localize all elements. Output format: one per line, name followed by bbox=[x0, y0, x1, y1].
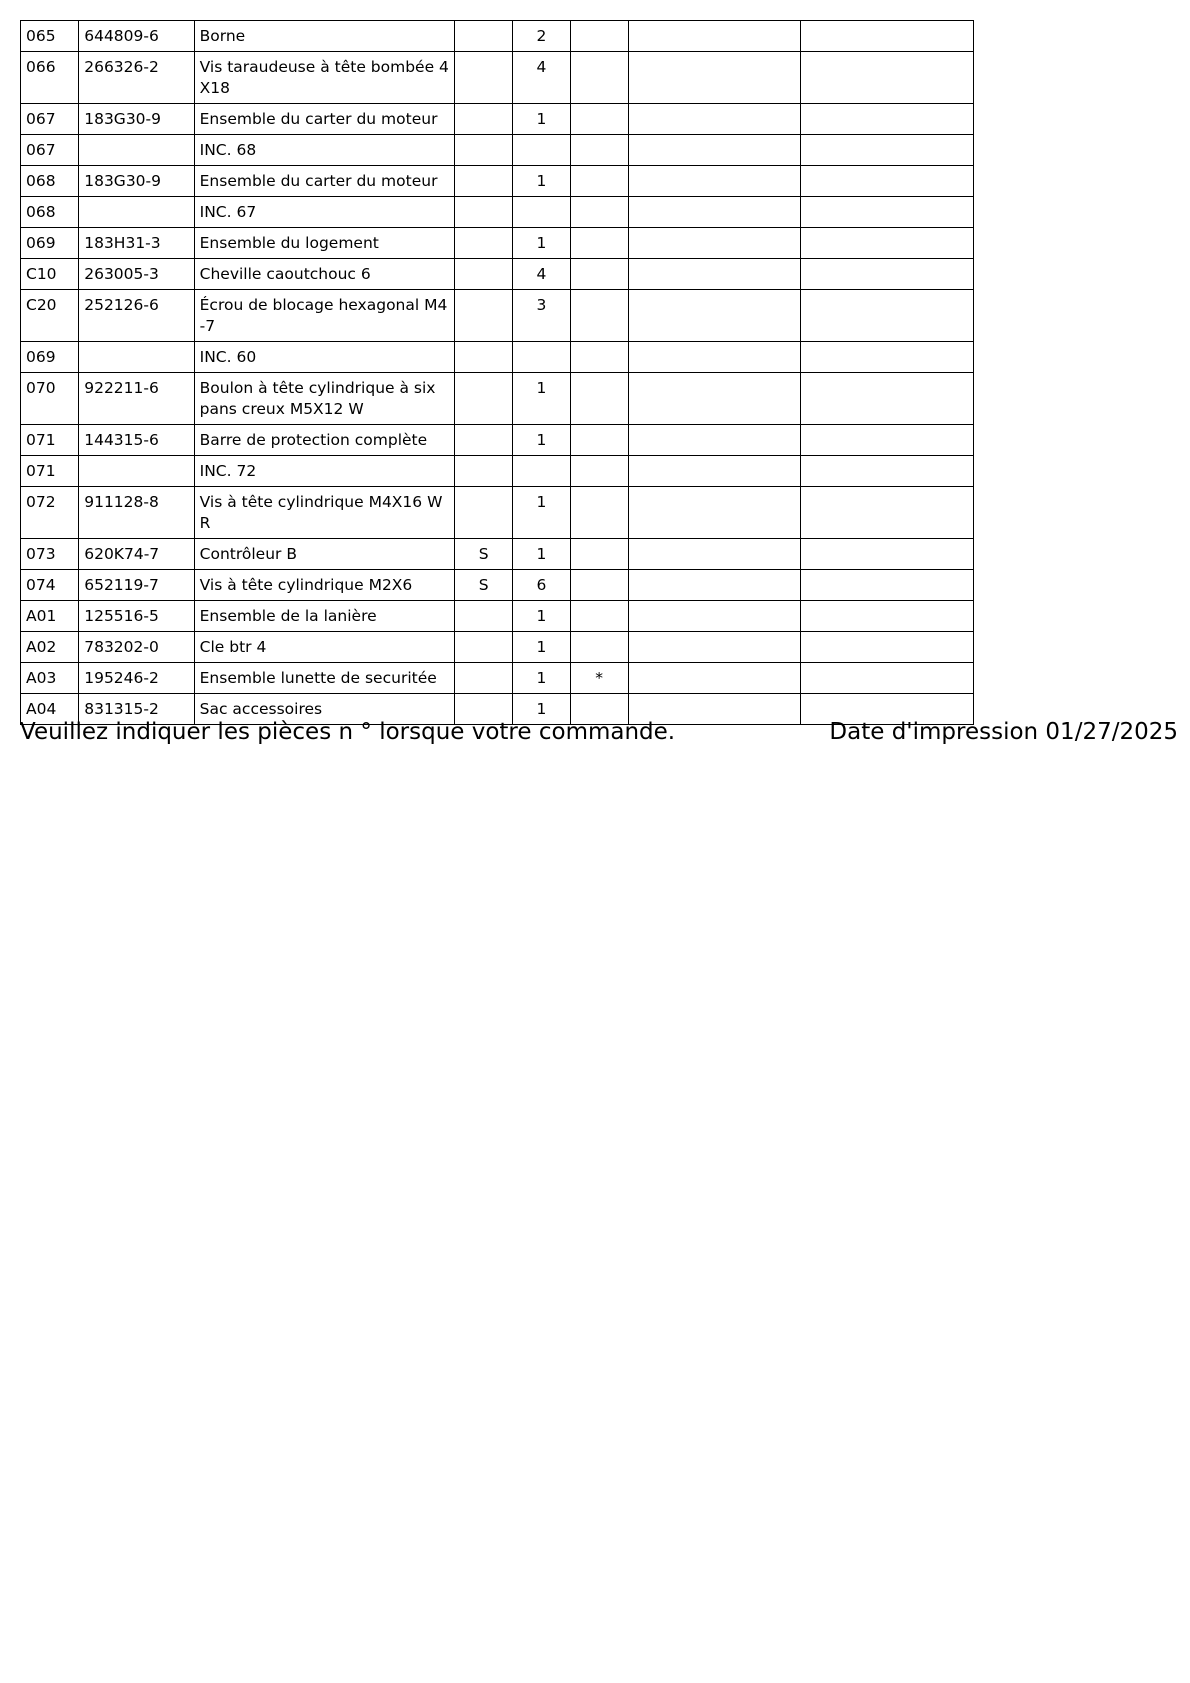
note-mark-cell bbox=[570, 52, 628, 104]
quantity-cell: 1 bbox=[513, 632, 570, 663]
blank-cell bbox=[801, 228, 974, 259]
service-flag-cell bbox=[455, 456, 513, 487]
description-cell: Boulon à tête cylindrique à six pans creux M5X12 W bbox=[194, 373, 454, 425]
service-flag-cell: S bbox=[455, 539, 513, 570]
parts-table-body bbox=[21, 21, 974, 725]
note-mark-cell bbox=[570, 290, 628, 342]
service-flag-cell bbox=[455, 166, 513, 197]
description-cell: Borne bbox=[194, 21, 454, 52]
part-number-cell bbox=[79, 456, 194, 487]
quantity-cell bbox=[513, 197, 570, 228]
part-number-cell: 195246-2 bbox=[79, 663, 194, 694]
description-cell: INC. 67 bbox=[194, 197, 454, 228]
description-cell: Vis taraudeuse à tête bombée 4X18 bbox=[194, 52, 454, 104]
table-row bbox=[21, 259, 974, 290]
blank-cell bbox=[801, 135, 974, 166]
print-date: Date d'impression 01/27/2025 bbox=[829, 719, 1178, 745]
blank-cell bbox=[801, 342, 974, 373]
quantity-cell: 1 bbox=[513, 694, 570, 725]
blank-cell bbox=[801, 166, 974, 197]
note-mark-cell bbox=[570, 342, 628, 373]
quantity-cell: 1 bbox=[513, 166, 570, 197]
quantity-cell bbox=[513, 135, 570, 166]
note-mark-cell bbox=[570, 373, 628, 425]
table-row bbox=[21, 52, 974, 104]
table-row bbox=[21, 601, 974, 632]
service-flag-cell bbox=[455, 342, 513, 373]
description-cell: INC. 60 bbox=[194, 342, 454, 373]
description-cell: Ensemble du logement bbox=[194, 228, 454, 259]
item-number-cell: A04 bbox=[21, 694, 79, 725]
quantity-cell: 1 bbox=[513, 228, 570, 259]
item-number-cell: 070 bbox=[21, 373, 79, 425]
blank-cell bbox=[801, 197, 974, 228]
description-cell: Écrou de blocage hexagonal M4-7 bbox=[194, 290, 454, 342]
blank-cell bbox=[628, 104, 801, 135]
item-number-cell: 071 bbox=[21, 456, 79, 487]
description-cell: Vis à tête cylindrique M2X6 bbox=[194, 570, 454, 601]
service-flag-cell bbox=[455, 487, 513, 539]
description-cell: Contrôleur B bbox=[194, 539, 454, 570]
table-row bbox=[21, 104, 974, 135]
part-number-cell: 252126-6 bbox=[79, 290, 194, 342]
service-flag-cell bbox=[455, 197, 513, 228]
blank-cell bbox=[628, 487, 801, 539]
part-number-cell: 644809-6 bbox=[79, 21, 194, 52]
description-cell: Ensemble du carter du moteur bbox=[194, 166, 454, 197]
description-cell: Ensemble de la lanière bbox=[194, 601, 454, 632]
part-number-cell: 125516-5 bbox=[79, 601, 194, 632]
table-row bbox=[21, 373, 974, 425]
blank-cell bbox=[628, 632, 801, 663]
table-row bbox=[21, 290, 974, 342]
quantity-cell: 1 bbox=[513, 373, 570, 425]
blank-cell bbox=[628, 373, 801, 425]
part-number-cell: 831315-2 bbox=[79, 694, 194, 725]
service-flag-cell bbox=[455, 104, 513, 135]
description-cell: Vis à tête cylindrique M4X16 WR bbox=[194, 487, 454, 539]
table-row bbox=[21, 197, 974, 228]
part-number-cell: 266326-2 bbox=[79, 52, 194, 104]
service-flag-cell bbox=[455, 52, 513, 104]
description-cell: Cle btr 4 bbox=[194, 632, 454, 663]
description-cell: INC. 72 bbox=[194, 456, 454, 487]
item-number-cell: 065 bbox=[21, 21, 79, 52]
item-number-cell: 067 bbox=[21, 135, 79, 166]
parts-table bbox=[20, 20, 974, 725]
table-row bbox=[21, 166, 974, 197]
table-row bbox=[21, 570, 974, 601]
service-flag-cell bbox=[455, 425, 513, 456]
part-number-cell bbox=[79, 342, 194, 373]
note-mark-cell bbox=[570, 570, 628, 601]
item-number-cell: A03 bbox=[21, 663, 79, 694]
description-cell: INC. 68 bbox=[194, 135, 454, 166]
item-number-cell: A02 bbox=[21, 632, 79, 663]
service-flag-cell bbox=[455, 135, 513, 166]
service-flag-cell bbox=[455, 663, 513, 694]
blank-cell bbox=[801, 632, 974, 663]
table-row bbox=[21, 487, 974, 539]
quantity-cell bbox=[513, 342, 570, 373]
blank-cell bbox=[628, 228, 801, 259]
part-number-cell: 652119-7 bbox=[79, 570, 194, 601]
blank-cell bbox=[801, 487, 974, 539]
item-number-cell: 068 bbox=[21, 166, 79, 197]
item-number-cell: 069 bbox=[21, 228, 79, 259]
table-row bbox=[21, 228, 974, 259]
part-number-cell: 263005-3 bbox=[79, 259, 194, 290]
item-number-cell: 066 bbox=[21, 52, 79, 104]
service-flag-cell bbox=[455, 228, 513, 259]
item-number-cell: 068 bbox=[21, 197, 79, 228]
service-flag-cell bbox=[455, 601, 513, 632]
note-mark-cell bbox=[570, 632, 628, 663]
quantity-cell: 1 bbox=[513, 487, 570, 539]
service-flag-cell: S bbox=[455, 570, 513, 601]
part-number-cell: 922211-6 bbox=[79, 373, 194, 425]
note-mark-cell: * bbox=[570, 663, 628, 694]
quantity-cell: 2 bbox=[513, 21, 570, 52]
blank-cell bbox=[801, 601, 974, 632]
item-number-cell: 071 bbox=[21, 425, 79, 456]
note-mark-cell bbox=[570, 601, 628, 632]
part-number-cell: 183G30-9 bbox=[79, 166, 194, 197]
note-mark-cell bbox=[570, 166, 628, 197]
service-flag-cell bbox=[455, 290, 513, 342]
blank-cell bbox=[628, 342, 801, 373]
note-mark-cell bbox=[570, 197, 628, 228]
note-mark-cell bbox=[570, 135, 628, 166]
table-row bbox=[21, 21, 974, 52]
part-number-cell bbox=[79, 135, 194, 166]
item-number-cell: A01 bbox=[21, 601, 79, 632]
blank-cell bbox=[801, 259, 974, 290]
table-row bbox=[21, 632, 974, 663]
table-row bbox=[21, 539, 974, 570]
quantity-cell: 4 bbox=[513, 259, 570, 290]
blank-cell bbox=[628, 135, 801, 166]
blank-cell bbox=[628, 539, 801, 570]
item-number-cell: 072 bbox=[21, 487, 79, 539]
note-mark-cell bbox=[570, 425, 628, 456]
note-mark-cell bbox=[570, 487, 628, 539]
quantity-cell: 1 bbox=[513, 539, 570, 570]
blank-cell bbox=[628, 197, 801, 228]
item-number-cell: 073 bbox=[21, 539, 79, 570]
blank-cell bbox=[628, 166, 801, 197]
order-note: Veuillez indiquer les pièces n ° lorsque votre commande. bbox=[20, 719, 676, 745]
blank-cell bbox=[628, 52, 801, 104]
blank-cell bbox=[628, 456, 801, 487]
blank-cell bbox=[801, 425, 974, 456]
description-cell: Barre de protection complète bbox=[194, 425, 454, 456]
part-number-cell: 783202-0 bbox=[79, 632, 194, 663]
part-number-cell: 911128-8 bbox=[79, 487, 194, 539]
blank-cell bbox=[801, 456, 974, 487]
quantity-cell: 1 bbox=[513, 663, 570, 694]
blank-cell bbox=[628, 425, 801, 456]
table-row bbox=[21, 456, 974, 487]
quantity-cell: 4 bbox=[513, 52, 570, 104]
table-row bbox=[21, 342, 974, 373]
table-row bbox=[21, 425, 974, 456]
item-number-cell: 069 bbox=[21, 342, 79, 373]
blank-cell bbox=[801, 290, 974, 342]
description-cell: Ensemble lunette de securitée bbox=[194, 663, 454, 694]
service-flag-cell bbox=[455, 259, 513, 290]
note-mark-cell bbox=[570, 259, 628, 290]
blank-cell bbox=[801, 570, 974, 601]
quantity-cell: 3 bbox=[513, 290, 570, 342]
item-number-cell: C10 bbox=[21, 259, 79, 290]
item-number-cell: 074 bbox=[21, 570, 79, 601]
blank-cell bbox=[628, 570, 801, 601]
quantity-cell: 1 bbox=[513, 601, 570, 632]
note-mark-cell bbox=[570, 104, 628, 135]
part-number-cell bbox=[79, 197, 194, 228]
blank-cell bbox=[801, 104, 974, 135]
part-number-cell: 144315-6 bbox=[79, 425, 194, 456]
service-flag-cell bbox=[455, 21, 513, 52]
service-flag-cell bbox=[455, 373, 513, 425]
quantity-cell bbox=[513, 456, 570, 487]
table-row bbox=[21, 135, 974, 166]
blank-cell bbox=[628, 21, 801, 52]
description-cell: Sac accessoires bbox=[194, 694, 454, 725]
blank-cell bbox=[628, 601, 801, 632]
part-number-cell: 183H31-3 bbox=[79, 228, 194, 259]
part-number-cell: 620K74-7 bbox=[79, 539, 194, 570]
blank-cell bbox=[628, 290, 801, 342]
note-mark-cell bbox=[570, 228, 628, 259]
blank-cell bbox=[801, 539, 974, 570]
blank-cell bbox=[801, 373, 974, 425]
item-number-cell: C20 bbox=[21, 290, 79, 342]
blank-cell bbox=[628, 663, 801, 694]
table-row bbox=[21, 663, 974, 694]
item-number-cell: 067 bbox=[21, 104, 79, 135]
note-mark-cell bbox=[570, 456, 628, 487]
description-cell: Ensemble du carter du moteur bbox=[194, 104, 454, 135]
note-mark-cell bbox=[570, 539, 628, 570]
quantity-cell: 1 bbox=[513, 425, 570, 456]
service-flag-cell bbox=[455, 632, 513, 663]
description-cell: Cheville caoutchouc 6 bbox=[194, 259, 454, 290]
blank-cell bbox=[628, 259, 801, 290]
blank-cell bbox=[801, 21, 974, 52]
blank-cell bbox=[801, 52, 974, 104]
quantity-cell: 1 bbox=[513, 104, 570, 135]
part-number-cell: 183G30-9 bbox=[79, 104, 194, 135]
blank-cell bbox=[801, 663, 974, 694]
note-mark-cell bbox=[570, 21, 628, 52]
quantity-cell: 6 bbox=[513, 570, 570, 601]
